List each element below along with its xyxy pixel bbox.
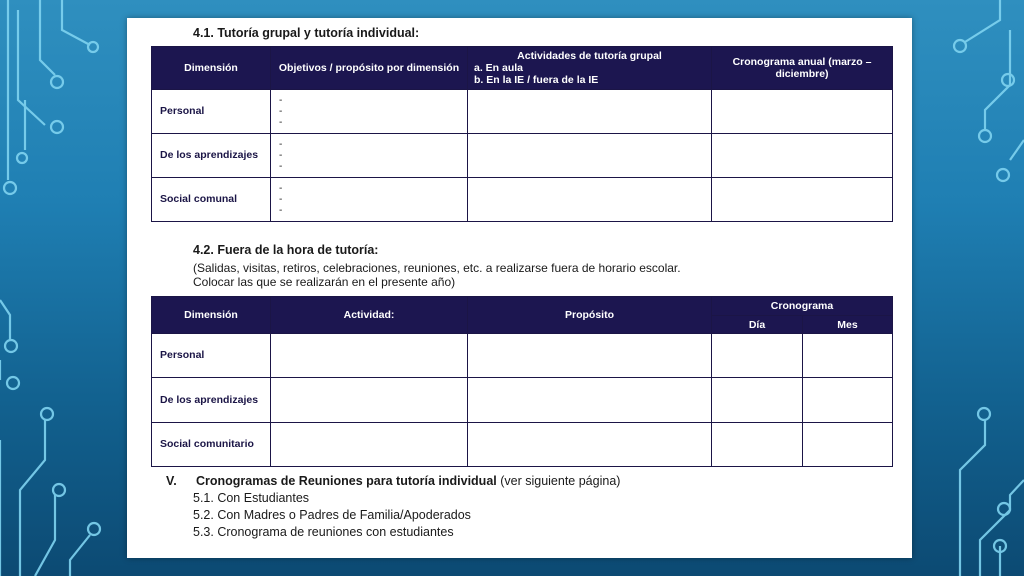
empty-cell[interactable] [468,423,712,467]
empty-cell[interactable] [468,334,712,378]
header-cronograma: Cronograma [712,297,893,316]
section-5-item: 5.3. Cronograma de reuniones con estudiantes [193,525,454,539]
row-label: Personal [152,90,271,134]
empty-cell[interactable] [712,423,803,467]
empty-cell[interactable] [468,178,712,222]
empty-cell[interactable] [803,423,893,467]
row-label: De los aprendizajes [152,378,271,423]
section-42-note-line2: Colocar las que se realizarán en el presente año) [193,275,456,289]
header-cronograma-anual: Cronograma anual (marzo – diciembre) [712,47,893,90]
empty-cell[interactable] [712,334,803,378]
empty-cell[interactable] [712,134,893,178]
dash-list [271,178,468,222]
dash: - [279,194,283,205]
dash: - [279,95,283,106]
empty-cell[interactable] [803,378,893,423]
empty-cell[interactable] [468,378,712,423]
table-fuera-hora [151,296,893,467]
dash: - [279,117,283,128]
table-row [152,378,893,423]
dash: - [279,183,283,194]
header-proposito: Propósito [468,297,712,334]
table-row [152,178,893,222]
table-row [152,90,893,134]
row-label: Social comunitario [152,423,271,467]
row-label: Personal [152,334,271,378]
header-mes: Mes [803,316,893,334]
section-5-title-rest: (ver siguiente página) [496,474,621,488]
header-dimension: Dimensión [152,297,271,334]
row-label: Social comunal [152,178,271,222]
row-label: De los aprendizajes [152,134,271,178]
header-actividades-b: b. En la IE / fuera de la IE [474,74,599,86]
empty-cell[interactable] [271,378,468,423]
empty-cell[interactable] [803,334,893,378]
dash: - [279,150,283,161]
empty-cell[interactable] [468,134,712,178]
dash: - [279,139,283,150]
header-objetivos: Objetivos / propósito por dimensión [271,47,468,90]
header-actividades-title: Actividades de tutoría grupal [517,50,662,62]
section-42-title: 4.2. Fuera de la hora de tutoría: [193,243,379,257]
dash: - [279,161,283,172]
section-42-note-line1: (Salidas, visitas, retiros, celebraciones, reuniones, etc. a realizarse fuera de horario escolar. [193,261,681,275]
section-5-title [166,474,620,488]
dash-list [271,134,468,178]
table-row [152,423,893,467]
empty-cell[interactable] [271,334,468,378]
table-row [152,134,893,178]
section-5-title-bold: Cronogramas de Reuniones para tutoría individual [196,474,497,488]
dash: - [279,205,283,216]
dash: - [279,106,283,117]
header-dimension: Dimensión [152,47,271,90]
dash-list [271,90,468,134]
section-5-roman: V. [166,474,177,488]
empty-cell[interactable] [712,378,803,423]
empty-cell[interactable] [468,90,712,134]
header-actividades [468,47,712,90]
header-dia: Día [712,316,803,334]
section-5-item: 5.2. Con Madres o Padres de Familia/Apoderados [193,508,471,522]
empty-cell[interactable] [712,178,893,222]
table-row [152,334,893,378]
table-tutoria-grupal [151,46,893,222]
header-actividades-a: a. En aula [474,62,524,74]
header-actividad: Actividad: [271,297,468,334]
empty-cell[interactable] [271,423,468,467]
section-41-title: 4.1. Tutoría grupal y tutoría individual: [193,26,420,40]
section-5-item: 5.1. Con Estudiantes [193,491,310,505]
empty-cell[interactable] [712,90,893,134]
